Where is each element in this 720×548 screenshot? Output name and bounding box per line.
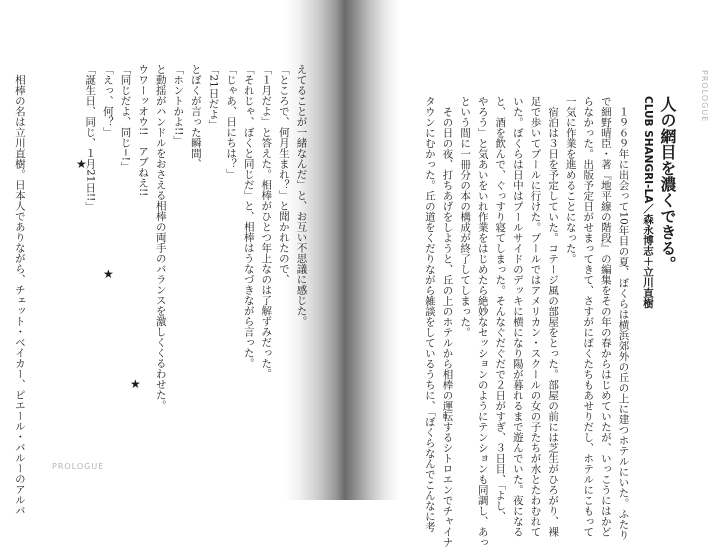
text-column: 「同じだよ、同じ−!」 <box>119 64 132 172</box>
text-column: 「１月だよ」と答えた。相棒がひとつ年上なのは了解ずみだった。 <box>260 64 273 379</box>
left-page <box>0 0 300 500</box>
section-star: ★ <box>103 267 114 281</box>
text-column: えてることが一緒なんだ」と、お互い不思議に感じた。 <box>295 64 308 327</box>
text-column: いた。ぼくらは日中はプールサイドのデッキに横になり陽が暮れるまで遊んでいた。夜になる <box>511 96 524 537</box>
text-column: とぼくが言った瞬間、 <box>189 64 202 169</box>
text-column: と、酒を飲んで、ぐっすり寝てしまった。そんなぐだぐだで２日がすぎ、３日目、「よし、 <box>494 96 507 522</box>
text-column: 「えっ、何？」 <box>101 64 114 138</box>
text-column: で細野晴臣・著『地平線の階段』の編集をその年の春からはじめていたが、いっこうにはかど <box>599 96 612 537</box>
text-column: 相棒の名は立川直樹。日本人でありながら、チェット・ベイカー、ピエール・バルーのアルバ <box>13 64 26 516</box>
text-column: 「ところで、何月生まれ？」と聞かれたので、 <box>277 64 290 285</box>
chapter-title: 人の網目を濃くできる。 <box>658 96 677 272</box>
running-head-right: PROLOGUE <box>700 70 709 123</box>
text-column: という間に一冊分の本の構成が終了してしまった。 <box>459 96 472 338</box>
text-column: 「ホントかよ!!」 <box>172 64 185 146</box>
text-column: 一気に作業を進めることになった。 <box>564 96 577 264</box>
text-column: 足で歩いてプールに行けた。プールではアメリカン・スクールの女の子たちが水とたわむれて <box>529 96 542 537</box>
running-head-left: PROLOGUE <box>52 462 105 471</box>
text-column: 「21日だよ」 <box>207 64 220 130</box>
text-column: 「誕生日、同じ、１月21日!!」 <box>84 64 97 212</box>
text-column: 「それじゃ、ぼくと同じだ」と、相棒はうなづきながら言った。 <box>242 64 255 369</box>
section-star: ★ <box>130 377 141 391</box>
text-column: らなかった。出版予定日がせまってきて、さすがにぼくたちもあせりだし、ホテルにこもって <box>582 96 595 537</box>
text-column: ウワーッオウ!! アブねえ!! <box>137 64 150 197</box>
section-star: ★ <box>76 157 87 171</box>
text-column: タウンにむかった。丘の道をくだりながら雑談をしているうちに、「ぼくらなんでこんなに考 <box>423 96 436 532</box>
text-column: 宿泊は３日を予定していた。コテージ風の部屋をとった。部屋の前には芝生がひろがり、裸 <box>547 96 560 537</box>
text-column: 「じゃあ、日にちは？」 <box>225 64 238 180</box>
chapter-author: CLUB SHANGRI-LA／森永博志＋立川直樹 <box>642 96 654 309</box>
text-column: １９６９年に出会って10年目の夏、ぼくらは横浜郊外の丘の上に建つホテルにいた。ふたり <box>617 96 630 540</box>
text-column: その日の夜、打ちあげをしようと、丘の上のホテルから相棒の運転するシトロエンでチャイナ <box>441 96 454 548</box>
text-column: と動揺がハンドルをおさえる相棒の両手のバランスを激しくくるわせた。 <box>154 64 167 411</box>
text-column: やろう」と気あいをいれ作業をはじめたら絶妙なセッションのようにテンションも同調し、あっ <box>476 96 489 548</box>
